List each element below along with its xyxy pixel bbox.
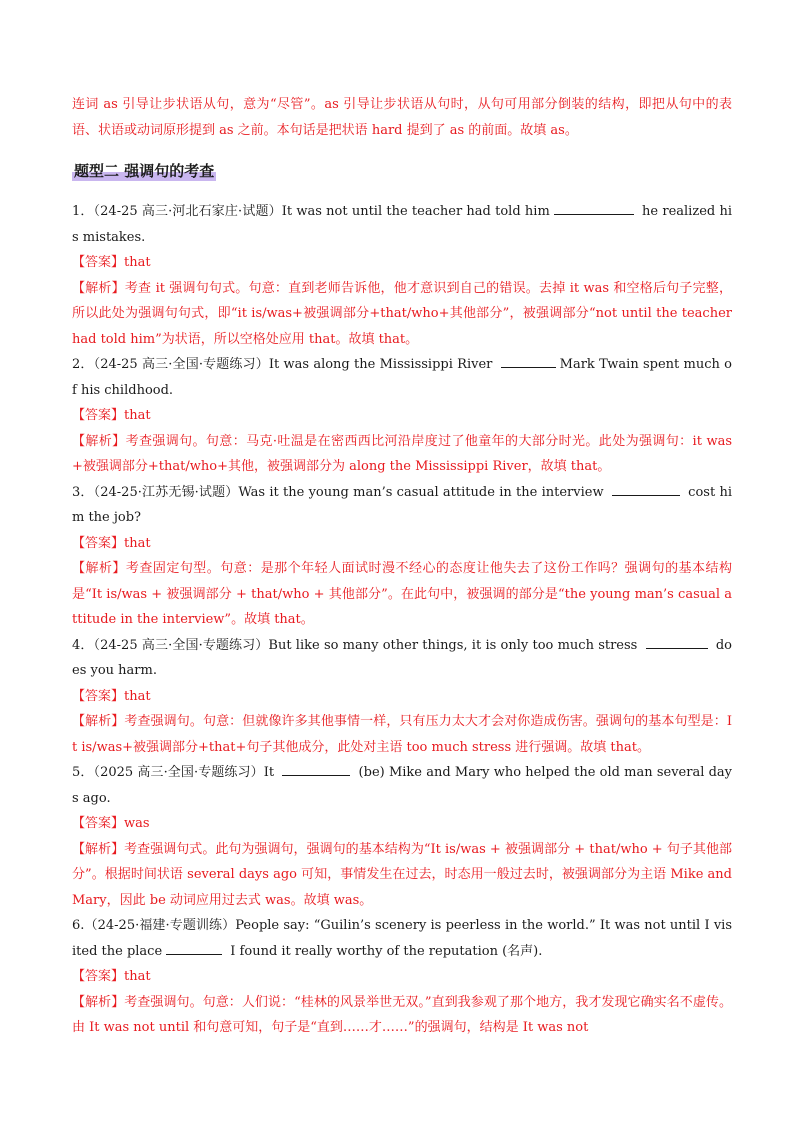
answer-value: was (124, 816, 150, 831)
stem-before: 1．（24-25 高三·河北石家庄·试题）It was not until the teacher had told him (72, 204, 550, 219)
stem-after: he realized his mistakes. (72, 204, 732, 245)
answer-line (72, 403, 732, 429)
question-stem (72, 913, 732, 964)
answer-line (72, 964, 732, 990)
answer-line (72, 531, 732, 557)
question-6 (72, 913, 732, 1041)
answer-blank (612, 481, 680, 496)
intro-paragraph: 连词 as 引导让步状语从句，意为“尽管”。as 引导让步状语从句时，从句可用部分倒装的结构，即把从句中的表语、状语或动词原形提到 as 之前。本句话是把状语 hard 提到了 as 的前面。故填 as。 (72, 97, 732, 138)
answer-value: that (124, 408, 151, 423)
answer-blank (282, 761, 350, 776)
answer-value: that (124, 688, 151, 704)
answer-line (72, 811, 732, 837)
analysis-text: 【解析】考查 it 强调句句式。句意：直到老师告诉他，他才意识到自己的错误。去掉 it was 和空格后句子完整，所以此处为强调句句式，即“it is/was+被强调部分+that/who+其他部分”，被强调部分“not until the teacher had told him”为状语，所以空格处应用 that。故填 that。 (72, 280, 732, 347)
answer-label: 【答案】 (72, 969, 125, 984)
question-stem (72, 760, 732, 811)
analysis-text: 【解析】考查强调句。句意：马克·吐温是在密西西比河沿岸度过了他童年的大部分时光。此处为强调句：it was+被强调部分+that/who+其他，被强调部分为 along the Mississippi River，故填 that。 (72, 433, 732, 474)
stem-after: (be) Mike and Mary who helped the old man several days ago. (72, 765, 733, 806)
answer-value: that (124, 535, 151, 551)
answer-blank (501, 353, 556, 368)
answer-label: 【答案】 (72, 816, 125, 831)
answer-line (72, 684, 732, 710)
stem-after: I found it really worthy of the reputation (名声). (226, 943, 543, 959)
question-4 (72, 633, 732, 761)
answer-line (72, 250, 732, 276)
question-1 (72, 199, 732, 352)
answer-label: 【答案】 (72, 688, 125, 704)
question-3 (72, 480, 732, 633)
stem-after: Mark Twain spent much of his childhood. (72, 357, 732, 398)
question-stem (72, 633, 732, 684)
answer-label: 【答案】 (72, 535, 125, 551)
question-stem (72, 352, 732, 403)
stem-before: 2．（24-25 高三·全国·专题练习）It was along the Mississippi River (72, 357, 497, 372)
answer-value: that (124, 255, 151, 270)
stem-after: cost him the job? (72, 484, 732, 525)
stem-after: does you harm. (72, 637, 733, 678)
answer-label: 【答案】 (72, 255, 125, 270)
analysis-text: 【解析】考查固定句型。句意：是那个年轻人面试时漫不经心的态度让他失去了这份工作吗？强调句的基本结构是“It is/was + 被强调部分 + that/who + 其他部分”。在此句中，被强调的部分是“the young man’s casual attitude in the interview”。故填 that。 (72, 561, 732, 627)
stem-before: 5．（2025 高三·全国·专题练习）It (72, 765, 279, 780)
question-stem (72, 480, 732, 531)
section-heading: 题型二 强调句的考查 (74, 162, 215, 180)
analysis-text: 【解析】考查强调句式。此句为强调句，强调句的基本结构为“It is/was + 被强调部分 + that/who + 句子其他部分”。根据时间状语 several days ago 可知，事情发生在过去，时态用一般过去时，被强调部分为主语 Mike and Mary，因此 be 动词应用过去式 was。故填 was。 (72, 841, 732, 908)
stem-before: 3．（24-25·江苏无锡·试题）Was it the young man’s casual attitude in the interview (72, 484, 608, 500)
question-5 (72, 760, 732, 913)
analysis-text: 【解析】考查强调句。句意：人们说：“桂林的风景举世无双。”直到我参观了那个地方，我才发现它确实名不虚传。由 It was not until 和句意可知，句子是“直到……才……”的强调句，结构是 It was not (72, 994, 732, 1035)
answer-value: that (124, 969, 151, 984)
answer-label: 【答案】 (72, 408, 125, 423)
question-stem (72, 199, 732, 250)
section-heading-wrap (72, 143, 732, 191)
answer-blank (166, 940, 222, 955)
answer-blank (646, 634, 708, 649)
stem-before: 6.（24-25·福建·专题训练）People say: “Guilin’s scenery is peerless in the world.” It was not until I visited the place (72, 918, 732, 959)
answer-blank (554, 200, 634, 215)
question-2 (72, 352, 732, 480)
page-content (72, 92, 732, 1041)
stem-before: 4．（24-25 高三·全国·专题练习）But like so many other things, it is only too much stress (72, 637, 642, 653)
analysis-text: 【解析】考查强调句。句意：但就像许多其他事情一样，只有压力太大才会对你造成伤害。强调句的基本句型是：It is/was+被强调部分+that+句子其他成分，此处对主语 too much stress 进行强调。故填 that。 (72, 714, 732, 755)
